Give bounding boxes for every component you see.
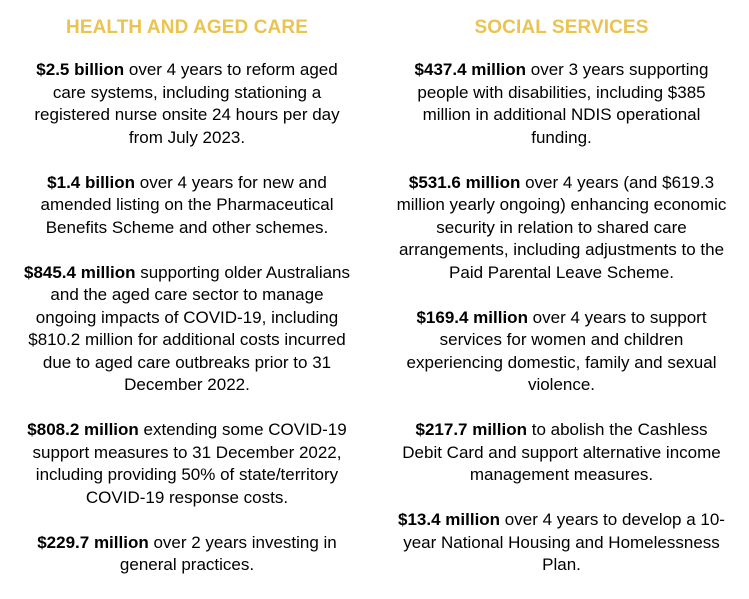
item-text: over 4 years for new and amended listing on the Pharmaceutical Benefits Scheme and other schemes. — [40, 172, 334, 237]
item-text: over 4 years to develop a 10-year National Housing and Homelessness Plan. — [403, 510, 725, 574]
item-amount: $1.4 billion — [47, 172, 136, 192]
item-amount: $2.5 billion — [36, 60, 125, 79]
item-amount: $217.7 million — [415, 420, 527, 439]
health-item-2 — [22, 172, 352, 240]
item-amount: $437.4 million — [414, 60, 527, 79]
item-text: over 2 years investing in general practices. — [119, 532, 337, 574]
health-item-3 — [22, 262, 352, 397]
item-text: over 4 years (and $619.3 million yearly ongoing) enhancing economic security in relation to shared care arrangements, including adjustments to the Paid Parental Leave Scheme. — [396, 172, 727, 282]
item-text: over 3 years supporting people with disabilities, including $385 million in additional NDIS operational funding. — [417, 60, 709, 147]
item-text: supporting older Australians and the aged care sector to manage ongoing impacts of COVID-19, including $810.2 million for additional costs incurred due to aged care outbreaks prior to 31 December 2022. — [28, 262, 351, 394]
item-amount: $169.4 million — [416, 307, 528, 327]
social-item-3 — [397, 307, 727, 397]
social-heading: SOCIAL SERVICES — [474, 17, 649, 38]
social-item-4 — [397, 419, 727, 487]
item-amount: $845.4 million — [23, 262, 136, 282]
health-column — [0, 0, 374, 599]
item-text: over 4 years to reform aged care systems, including stationing a registered nurse onsite 24 hours per day from July 2023. — [34, 60, 340, 147]
health-item-4 — [22, 419, 352, 509]
item-amount: $13.4 million — [398, 510, 501, 529]
item-text: extending some COVID-19 support measures to 31 December 2022, including providing 50% of state/territory COVID-19 response costs. — [32, 420, 347, 507]
social-item-5 — [397, 509, 727, 577]
item-amount: $229.7 million — [37, 532, 149, 552]
social-item-2 — [397, 172, 727, 285]
item-text: over 4 years to support services for women and children experiencing domestic, family and sexual violence. — [406, 307, 717, 394]
item-text: to abolish the Cashless Debit Card and support alternative income management measures. — [402, 420, 721, 484]
health-item-1 — [22, 59, 352, 149]
item-amount: $808.2 million — [27, 420, 139, 439]
health-item-5 — [22, 532, 352, 577]
social-item-1 — [397, 59, 727, 149]
social-column — [374, 0, 749, 599]
health-heading: HEALTH AND AGED CARE — [66, 17, 308, 38]
item-amount: $531.6 million — [408, 172, 521, 192]
